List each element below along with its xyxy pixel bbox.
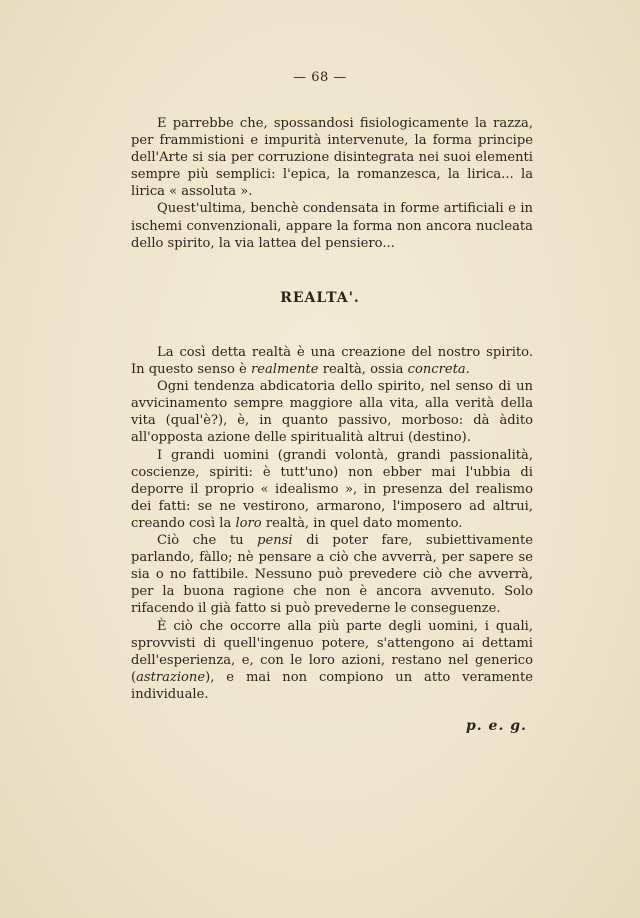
body-p3-text-a: I grandi uomini (grandi volontà, grandi passionalità, coscienze, spiriti: è tutt'uno) non ebber mai l'ubbia di deporre il proprio « idealismo », in presenza del realismo dei fatti: se ne vestirono, armarono, l'imposero ad altrui, creando così la — [131, 447, 533, 531]
body-p3-emphasis: loro — [235, 515, 262, 531]
intro-paragraph-1: E parrebbe che, spossandosi fisiologicamente la razza, per frammistioni e impurità intervenute, la forma principe dell'Arte si sia per corruzione disintegrata nei suoi elementi sempre più semplici: l'epica, la romanzesca, la lirica... la lirica « assoluta ». — [131, 116, 533, 200]
section-heading: REALTA'. — [280, 290, 360, 306]
body-p4-text-a: Ciò che tu — [157, 533, 258, 549]
body-paragraph-2: Ogni tendenza abdicatoria dello spirito, nel senso di un avvicinamento sempre maggiore alla vita, alla verità della vita (qual'è?), è, in quanto passivo, morboso: dà àdito all'opposta azione delle spiritualità altrui (destino). — [131, 379, 533, 446]
body-p1-text-a: La così detta realtà è una creazione del nostro spirito. In questo senso è — [131, 345, 533, 378]
body-p4-text-b: di poter fare, subiettivamente parlando, fàllo; nè pensare a ciò che avverrà, per sapere se sia o no fattibile. Nessuno può prevedere ciò che avverrà, per la buona ragione che non è ancora avvenuto. Solo rifacendo il già fatto si può prevederne le conseguenze. — [131, 533, 533, 617]
intro-paragraph-2: Quest'ultima, benchè condensata in forme artificiali e in ischemi convenzionali, appare la forma non ancora nucleata dello spirito, la via lattea del pensiero... — [131, 201, 533, 251]
body-paragraph-4 — [131, 532, 533, 617]
body-p5-text-a: È ciò che occorre alla più parte degli uomini, i quali, sprovvisti di quell'ingenuo potere, s'attengono ai dettami dell'esperienza, e, con le loro azioni, restano nel generico ( — [131, 618, 533, 685]
body-p5-text-b: ), e mai non compiono un atto veramente individuale. — [131, 669, 533, 702]
body-paragraph-5 — [131, 618, 533, 703]
intro-text — [131, 115, 533, 252]
body-p1-emphasis-2: concreta. — [407, 362, 470, 378]
signature: p. e. g. — [466, 718, 527, 734]
section-body — [131, 344, 533, 703]
body-p1-text-b: realtà, ossia — [318, 362, 408, 378]
page-number: — 68 — — [293, 70, 347, 85]
body-p5-emphasis: astrazione — [136, 669, 206, 685]
body-p1-emphasis-1: realmente — [250, 362, 319, 378]
body-paragraph-3 — [131, 447, 533, 532]
body-p3-text-b: realtà, in quel dato momento. — [261, 515, 463, 531]
body-paragraph-1 — [131, 344, 533, 378]
body-p4-emphasis: pensi — [257, 533, 293, 549]
